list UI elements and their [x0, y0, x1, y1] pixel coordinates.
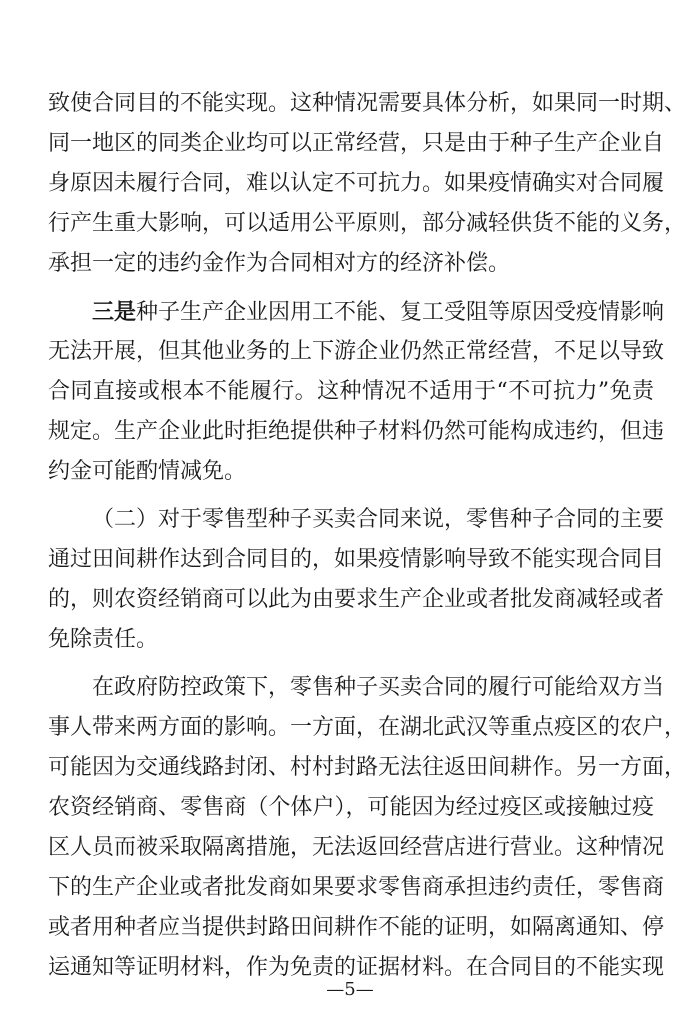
text-line: 合同直接或根本不能履行。这种情况不适用于“不可抗力”免责 — [48, 379, 654, 404]
text-line: 免除责任。 — [48, 627, 159, 652]
text-line: 无法开展，但其他业务的上下游企业仍然正常经营，不足以导致 — [48, 339, 665, 364]
text-line: 约金可能酌情减免。 — [48, 459, 247, 484]
text-line: 可能因为交通线路封闭、村村封路无法往返田间耕作。另一方面， — [48, 755, 687, 780]
text-line: 致使合同目的不能实现。这种情况需要具体分析，如果同一时期、 — [48, 91, 687, 116]
text-line: 的，则农资经销商可以此为由要求生产企业或者批发商减轻或者 — [48, 587, 665, 612]
text-line: 规定。生产企业此时拒绝提供种子材料仍然可能构成违约，但违 — [48, 419, 665, 444]
text-line: 农资经销商、零售商（个体户），可能因为经过疫区或接触过疫 — [48, 795, 654, 820]
text-line: 或者用种者应当提供封路田间耕作不能的证明，如隔离通知、停 — [48, 915, 665, 940]
text-line: 下的生产企业或者批发商如果要求零售商承担违约责任，零售商 — [48, 875, 665, 900]
text-line: （二）对于零售型种子买卖合同来说，零售种子合同的主要 — [92, 507, 665, 532]
text-line: 身原因未履行合同，难以认定不可抗力。如果疫情确实对合同履 — [48, 171, 665, 196]
body-text — [48, 84, 687, 988]
text-line: 区人员而被采取隔离措施，无法返回经营店进行营业。这种情况 — [48, 835, 665, 860]
paragraph-3 — [48, 500, 665, 660]
text-line: 事人带来两方面的影响。一方面，在湖北武汉等重点疫区的农户， — [48, 715, 687, 740]
paragraph-lead: 三是 — [92, 299, 137, 325]
text-line: 运通知等证明材料，作为免责的证据材料。在合同目的不能实现 — [48, 955, 665, 980]
text-line — [48, 292, 665, 332]
paragraph-2 — [48, 292, 665, 492]
page-number: —5— — [326, 979, 374, 1000]
text-line: 同一地区的同类企业均可以正常经营，只是由于种子生产企业自 — [48, 131, 665, 156]
paragraph-4 — [48, 668, 687, 988]
text-line: 行产生重大影响，可以适用公平原则，部分减轻供货不能的义务， — [48, 211, 687, 236]
text-line: 承担一定的违约金作为合同相对方的经济补偿。 — [48, 251, 511, 276]
text-line: 在政府防控政策下，零售种子买卖合同的履行可能给双方当 — [92, 675, 665, 700]
paragraph-1 — [48, 84, 687, 284]
text-run: 种子生产企业因用工不能、复工受阻等原因受疫情影响 — [136, 300, 665, 325]
text-line: 通过田间耕作达到合同目的，如果疫情影响导致不能实现合同目 — [48, 547, 665, 572]
